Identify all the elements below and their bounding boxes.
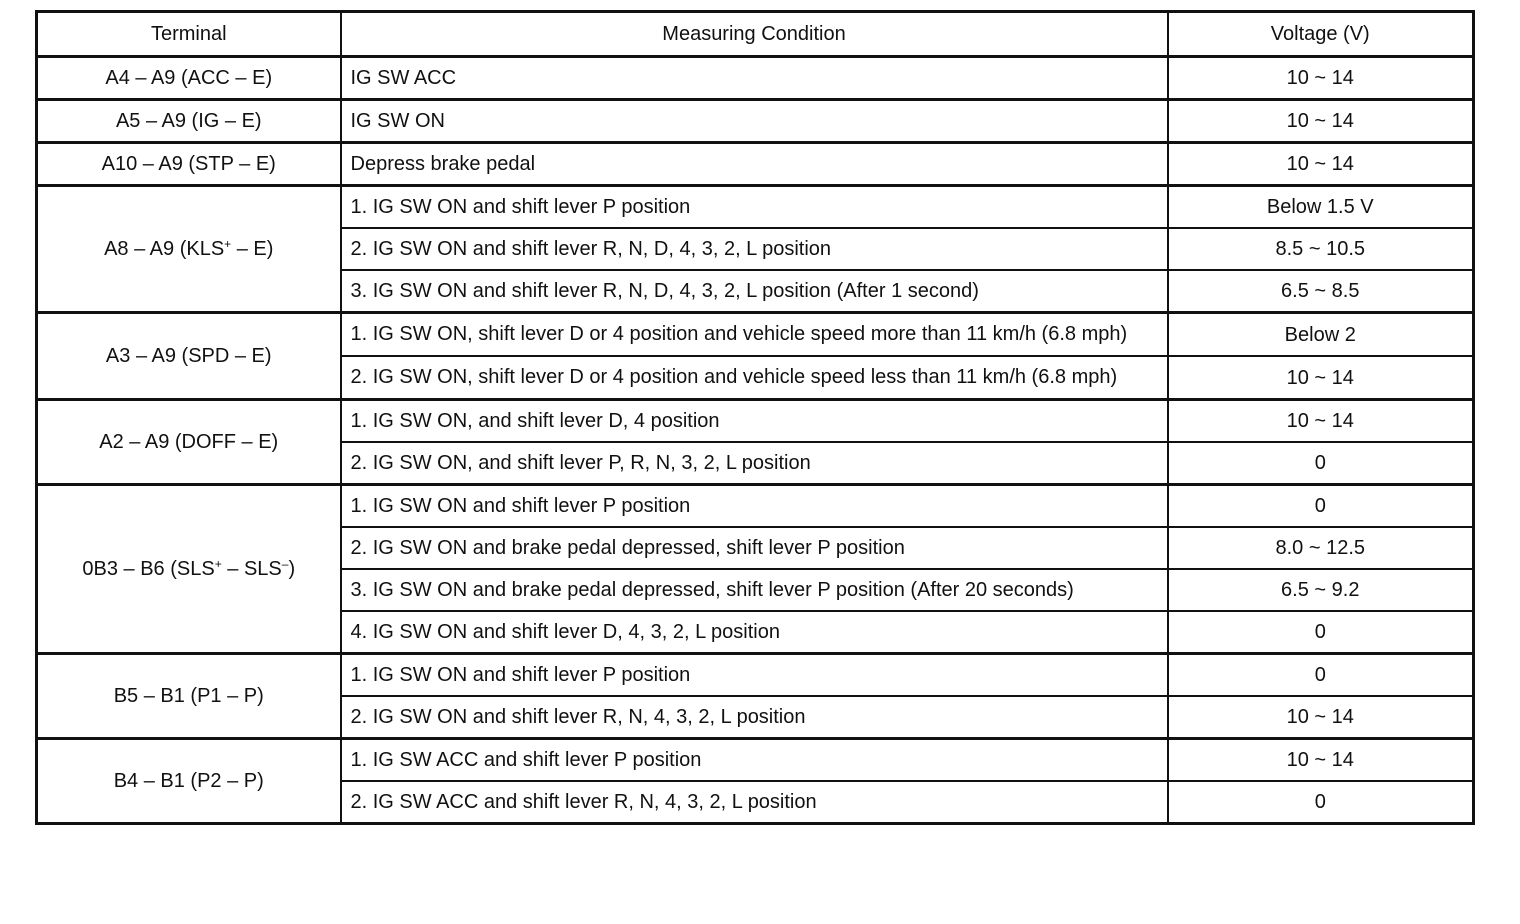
condition-cell: 2. IG SW ON and shift lever R, N, D, 4, 3, 2, L position <box>341 228 1168 270</box>
minus-superscript: – <box>281 557 289 571</box>
condition-cell: 1. IG SW ON, and shift lever D, 4 position <box>341 400 1168 443</box>
terminal-voltage-table <box>35 10 1475 825</box>
voltage-cell: 10 ~ 14 <box>1168 739 1474 782</box>
condition-cell: 3. IG SW ON and shift lever R, N, D, 4, 3, 2, L position (After 1 second) <box>341 270 1168 313</box>
table-row <box>37 313 1474 357</box>
terminal-cell: B4 – B1 (P2 – P) <box>37 739 341 824</box>
voltage-cell: 0 <box>1168 485 1474 528</box>
terminal-cell: A3 – A9 (SPD – E) <box>37 313 341 400</box>
terminal-cell: A10 – A9 (STP – E) <box>37 143 341 186</box>
voltage-cell: 10 ~ 14 <box>1168 100 1474 143</box>
condition-cell: 2. IG SW ON and brake pedal depressed, shift lever P position <box>341 527 1168 569</box>
condition-cell: 1. IG SW ON and shift lever P position <box>341 654 1168 697</box>
plus-superscript: + <box>214 557 222 571</box>
terminal-text: – E) <box>231 238 274 260</box>
condition-cell: 3. IG SW ON and brake pedal depressed, shift lever P position (After 20 seconds) <box>341 569 1168 611</box>
table-row <box>37 100 1474 143</box>
table-row <box>37 654 1474 697</box>
condition-cell: 4. IG SW ON and shift lever D, 4, 3, 2, L position <box>341 611 1168 654</box>
voltage-cell: 0 <box>1168 781 1474 824</box>
condition-cell: IG SW ACC <box>341 57 1168 100</box>
table-row <box>37 143 1474 186</box>
header-terminal: Terminal <box>37 12 341 57</box>
voltage-cell: 8.0 ~ 12.5 <box>1168 527 1474 569</box>
terminal-cell: A4 – A9 (ACC – E) <box>37 57 341 100</box>
voltage-cell: Below 1.5 V <box>1168 186 1474 229</box>
condition-cell: 1. IG SW ON and shift lever P position <box>341 186 1168 229</box>
table-body <box>37 57 1474 824</box>
voltage-cell: 6.5 ~ 8.5 <box>1168 270 1474 313</box>
terminal-text: ) <box>288 558 296 580</box>
terminal-text: A8 – A9 (KLS <box>104 238 225 260</box>
voltage-cell: 10 ~ 14 <box>1168 57 1474 100</box>
table-row <box>37 739 1474 782</box>
table-row <box>37 485 1474 528</box>
voltage-cell: 8.5 ~ 10.5 <box>1168 228 1474 270</box>
terminal-cell: A2 – A9 (DOFF – E) <box>37 400 341 485</box>
voltage-cell: 0 <box>1168 654 1474 697</box>
table-row <box>37 186 1474 229</box>
condition-cell: IG SW ON <box>341 100 1168 143</box>
header-row <box>37 12 1474 57</box>
voltage-cell: 10 ~ 14 <box>1168 400 1474 443</box>
voltage-cell: 6.5 ~ 9.2 <box>1168 569 1474 611</box>
voltage-cell: Below 2 <box>1168 313 1474 357</box>
condition-cell: 2. IG SW ON, and shift lever P, R, N, 3, 2, L position <box>341 442 1168 485</box>
condition-cell: 2. IG SW ACC and shift lever R, N, 4, 3, 2, L position <box>341 781 1168 824</box>
condition-cell: Depress brake pedal <box>341 143 1168 186</box>
table-row <box>37 57 1474 100</box>
voltage-cell: 10 ~ 14 <box>1168 356 1474 400</box>
plus-superscript: + <box>224 237 232 251</box>
terminal-cell <box>37 186 341 313</box>
voltage-cell: 10 ~ 14 <box>1168 143 1474 186</box>
document-page <box>35 10 1472 825</box>
condition-cell: 1. IG SW ON, shift lever D or 4 position and vehicle speed more than 11 km/h (6.8 mph) <box>341 313 1168 357</box>
condition-cell: 2. IG SW ON, shift lever D or 4 position and vehicle speed less than 11 km/h (6.8 mph) <box>341 356 1168 400</box>
terminal-cell: B5 – B1 (P1 – P) <box>37 654 341 739</box>
table-header <box>37 12 1474 57</box>
condition-cell: 1. IG SW ON and shift lever P position <box>341 485 1168 528</box>
condition-cell: 2. IG SW ON and shift lever R, N, 4, 3, 2, L position <box>341 696 1168 739</box>
table-row <box>37 400 1474 443</box>
terminal-text: – SLS <box>221 558 282 580</box>
voltage-cell: 0 <box>1168 442 1474 485</box>
voltage-cell: 10 ~ 14 <box>1168 696 1474 739</box>
terminal-cell: A5 – A9 (IG – E) <box>37 100 341 143</box>
terminal-cell <box>37 485 341 654</box>
terminal-text: 0B3 – B6 (SLS <box>82 558 215 580</box>
header-measuring-condition: Measuring Condition <box>341 12 1168 57</box>
header-voltage: Voltage (V) <box>1168 12 1474 57</box>
voltage-cell: 0 <box>1168 611 1474 654</box>
condition-cell: 1. IG SW ACC and shift lever P position <box>341 739 1168 782</box>
